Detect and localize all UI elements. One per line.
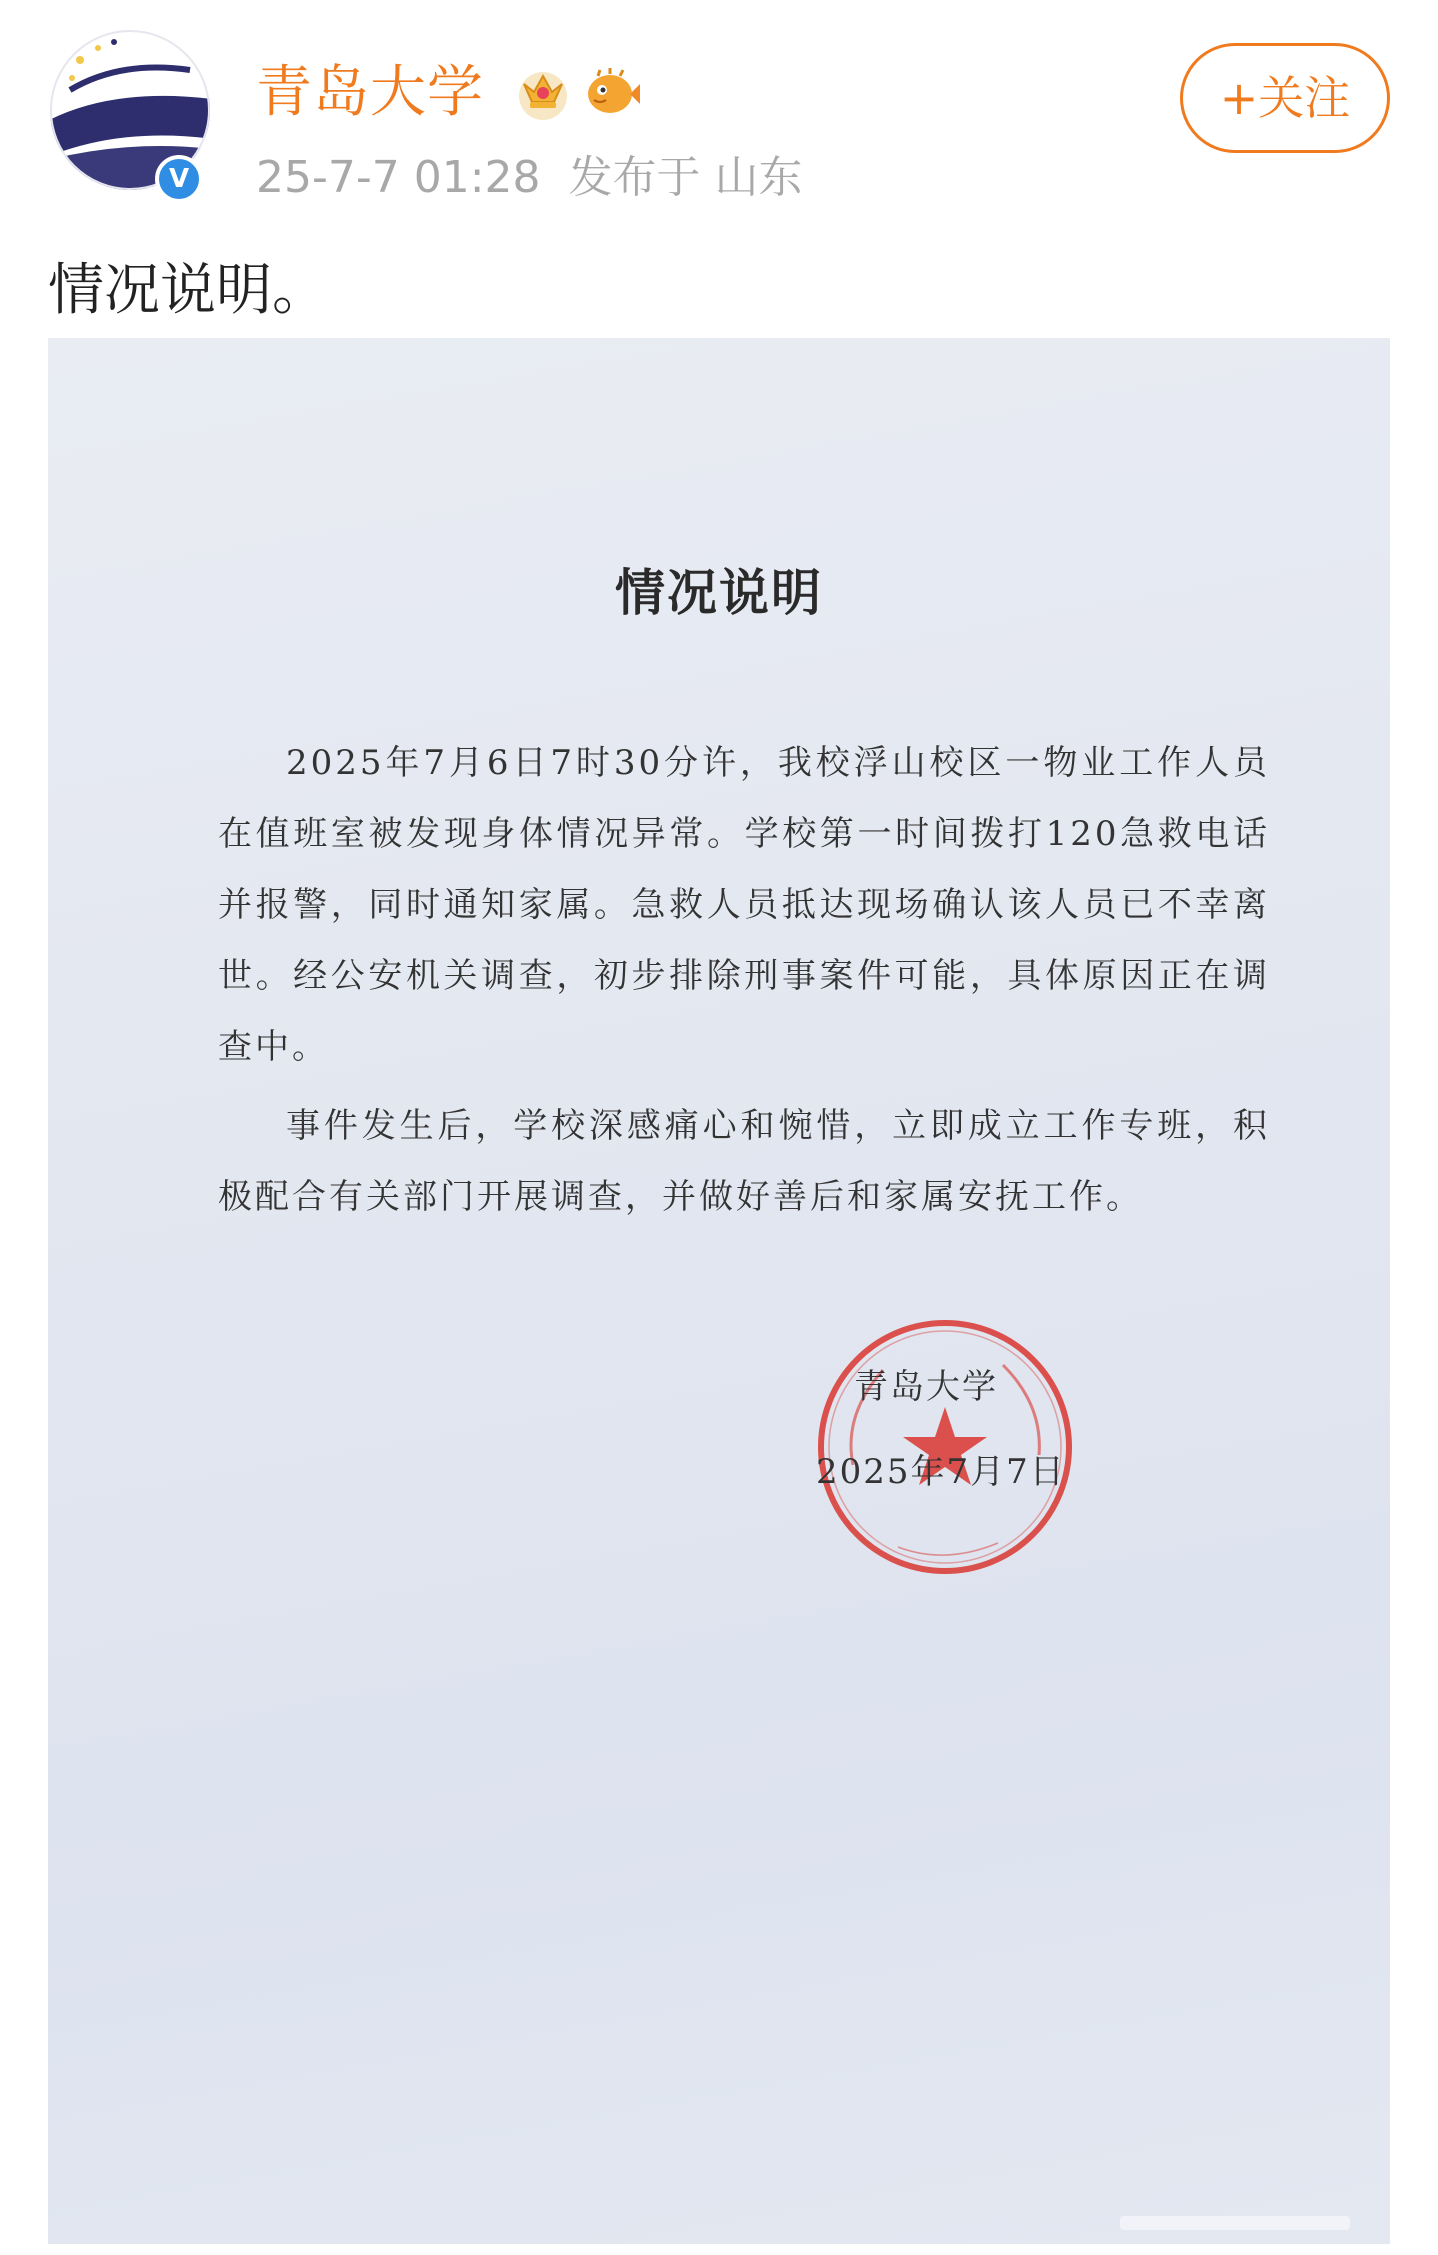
watermark-icon [1120,2210,1350,2236]
post-timestamp: 25-7-7 01:28 [256,152,541,203]
crown-badge-icon [512,62,574,124]
signature-organization: 青岛大学 [854,1367,998,1407]
document-paragraph: 事件发生后，学校深感痛心和惋惜，立即成立工作专班，积极配合有关部门开展调查，并做好善后和家属安抚工作。 [218,1106,1270,1217]
post-image[interactable] [48,338,1390,2244]
signature-date: 2025年7月7日 [816,1452,1066,1492]
post-text: 情况说明。 [48,258,328,323]
account-name[interactable]: 青岛大学 [256,60,484,125]
pufferfish-badge-icon [580,62,642,124]
follow-button[interactable]: +关注 [1180,43,1390,153]
document-title: 情况说明 [615,563,823,622]
official-seal-icon [813,1315,1077,1579]
post-meta [256,150,803,206]
document-paragraph: 2025年7月6日7时30分许，我校浮山校区一物业工作人员在值班室被发现身体情况异常。学校第一时间拨打120急救电话并报警，同时通知家属。急救人员抵达现场确认该人员已不幸离世。经公安机关调查，初步排除刑事案件可能，具体原因正在调查中。 [218,743,1270,1067]
post-location: 发布于 山东 [568,152,803,203]
verified-badge-icon: V [155,155,203,203]
